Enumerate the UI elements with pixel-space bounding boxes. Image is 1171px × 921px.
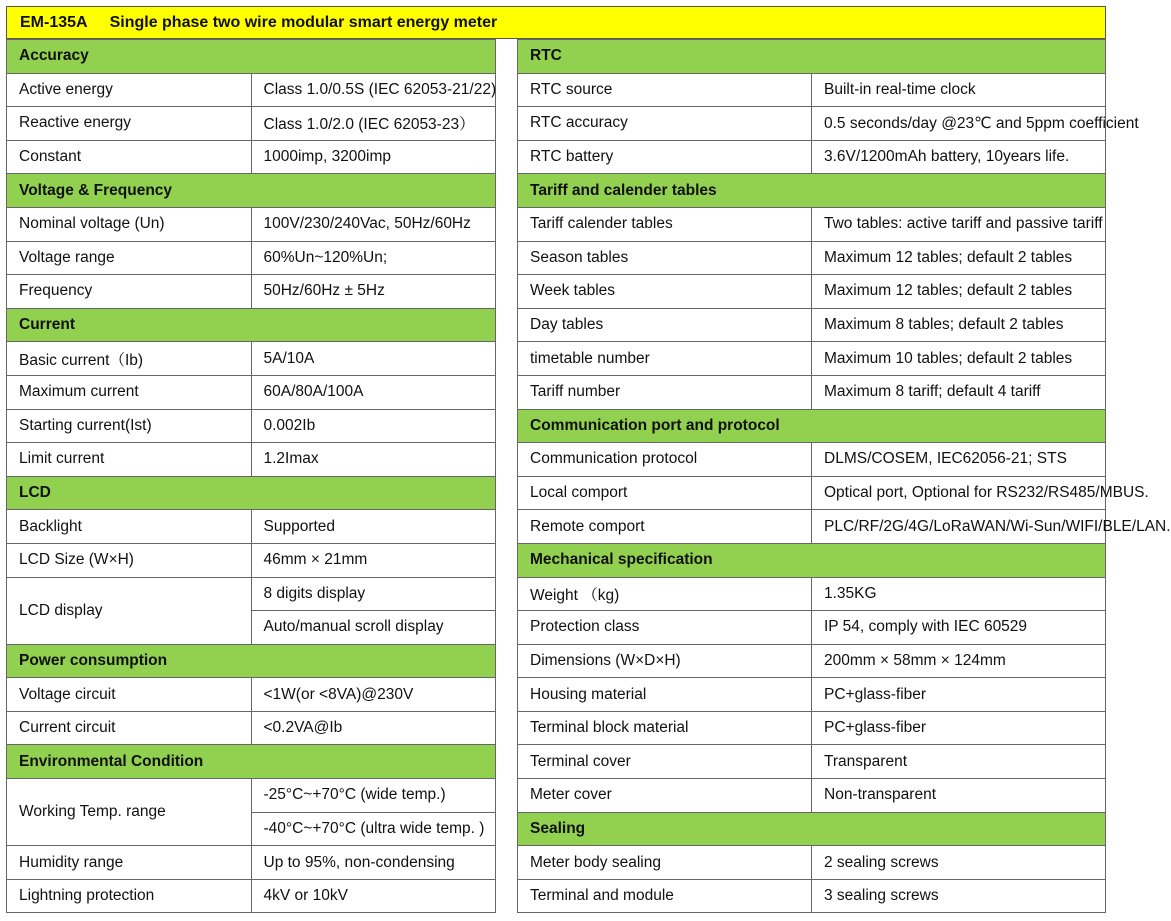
section-header-row: [7, 644, 496, 678]
spec-value: 5A/10A: [251, 342, 496, 376]
spec-row: [7, 107, 496, 141]
left-spec-column: [6, 39, 496, 913]
spec-label: Terminal and module: [518, 879, 812, 913]
spec-label: Day tables: [518, 308, 812, 342]
spec-label: Season tables: [518, 241, 812, 275]
spec-row: [518, 879, 1106, 913]
spec-row: [518, 443, 1106, 477]
spec-value: Two tables: active tariff and passive tariff: [812, 207, 1106, 241]
spec-value: 60A/80A/100A: [251, 375, 496, 409]
section-title: Accuracy: [7, 40, 496, 74]
spec-row: [7, 375, 496, 409]
spec-value: DLMS/COSEM, IEC62056-21; STS: [812, 443, 1106, 477]
spec-row: [7, 241, 496, 275]
spec-row: [518, 476, 1106, 510]
spec-row: [7, 577, 496, 611]
spec-label: RTC battery: [518, 140, 812, 174]
spec-value: Class 1.0/0.5S (IEC 62053-21/22): [251, 73, 496, 107]
section-header-row: [518, 409, 1106, 443]
spec-value: 60%Un~120%Un;: [251, 241, 496, 275]
spec-value: PC+glass-fiber: [812, 678, 1106, 712]
spec-value: PLC/RF/2G/4G/LoRaWAN/Wi-Sun/WIFI/BLE/LAN.: [812, 510, 1106, 544]
spec-row: [7, 678, 496, 712]
spec-label: Tariff calender tables: [518, 207, 812, 241]
spec-value: 4kV or 10kV: [251, 879, 496, 913]
spec-value: 0.5 seconds/day @23℃ and 5ppm coefficient: [812, 107, 1106, 141]
spec-label: Limit current: [7, 443, 252, 477]
spec-row: [518, 745, 1106, 779]
spec-value: Optical port, Optional for RS232/RS485/MBUS.: [812, 476, 1106, 510]
spec-row: [7, 275, 496, 309]
section-header-row: [518, 174, 1106, 208]
section-title: Sealing: [518, 812, 1106, 846]
title-bar: [6, 6, 1106, 39]
section-header-row: [7, 476, 496, 510]
spec-row: [7, 510, 496, 544]
right-spec-table: [517, 39, 1171, 913]
section-title: Mechanical specification: [518, 543, 1106, 577]
spec-label: Dimensions (W×D×H): [518, 644, 812, 678]
spec-label: Frequency: [7, 275, 252, 309]
spec-label: Voltage range: [7, 241, 252, 275]
spec-row: [518, 644, 1106, 678]
section-title: Communication port and protocol: [518, 409, 1106, 443]
spec-label: Humidity range: [7, 846, 252, 880]
spec-label: Basic current（Ib): [7, 342, 252, 376]
spec-value: Auto/manual scroll display: [251, 611, 496, 645]
spec-value: -40°C~+70°C (ultra wide temp. ): [251, 812, 496, 846]
spec-row: [7, 207, 496, 241]
spec-label: Maximum current: [7, 375, 252, 409]
spec-row: [518, 510, 1106, 544]
spec-value: 2 sealing screws: [812, 846, 1106, 880]
spec-row: [518, 107, 1106, 141]
spec-value: Maximum 12 tables; default 2 tables: [812, 275, 1106, 309]
spec-value: Maximum 8 tariff; default 4 tariff: [812, 375, 1106, 409]
spec-label: Remote comport: [518, 510, 812, 544]
spec-row: [518, 308, 1106, 342]
spec-label: Protection class: [518, 611, 812, 645]
spec-label: Local comport: [518, 476, 812, 510]
spec-value: 46mm × 21mm: [251, 543, 496, 577]
spec-value: Built-in real-time clock: [812, 73, 1106, 107]
spec-label: Current circuit: [7, 711, 252, 745]
spec-row: [7, 443, 496, 477]
spec-value: Maximum 12 tables; default 2 tables: [812, 241, 1106, 275]
spec-row: [7, 543, 496, 577]
spec-row: [518, 73, 1106, 107]
spec-label: Starting current(Ist): [7, 409, 252, 443]
spec-label: Nominal voltage (Un): [7, 207, 252, 241]
spec-row: [518, 711, 1106, 745]
section-header-row: [7, 308, 496, 342]
spec-row: [7, 711, 496, 745]
spec-label: Backlight: [7, 510, 252, 544]
section-header-row: [518, 812, 1106, 846]
spec-label: Meter body sealing: [518, 846, 812, 880]
spec-label: Terminal cover: [518, 745, 812, 779]
section-title: Voltage & Frequency: [7, 174, 496, 208]
spec-row: [518, 241, 1106, 275]
spec-value: Non-transparent: [812, 779, 1106, 813]
spec-label: LCD Size (W×H): [7, 543, 252, 577]
spec-value: IP 54, comply with IEC 60529: [812, 611, 1106, 645]
spec-label: Housing material: [518, 678, 812, 712]
product-description: Single phase two wire modular smart energy meter: [109, 14, 498, 31]
spec-sheet: [6, 6, 1171, 914]
spec-row: [518, 140, 1106, 174]
spec-label: RTC accuracy: [518, 107, 812, 141]
spec-label: Constant: [7, 140, 252, 174]
spec-row: [518, 342, 1106, 376]
spec-row: [7, 140, 496, 174]
spec-row: [7, 779, 496, 813]
spec-value: -25°C~+70°C (wide temp.): [251, 779, 496, 813]
spec-row: [518, 577, 1106, 611]
spec-label: Week tables: [518, 275, 812, 309]
spec-value: Up to 95%, non-condensing: [251, 846, 496, 880]
spec-value: Maximum 10 tables; default 2 tables: [812, 342, 1106, 376]
model-number: EM-135A: [20, 14, 88, 31]
spec-label: Voltage circuit: [7, 678, 252, 712]
spec-label: Communication protocol: [518, 443, 812, 477]
spec-label: Terminal block material: [518, 711, 812, 745]
spec-row: [518, 678, 1106, 712]
spec-label: Weight （kg): [518, 577, 812, 611]
spec-row: [7, 879, 496, 913]
spec-label: Reactive energy: [7, 107, 252, 141]
spec-value: Class 1.0/2.0 (IEC 62053-23）: [251, 107, 496, 141]
section-header-row: [518, 543, 1106, 577]
spec-value: PC+glass-fiber: [812, 711, 1106, 745]
spec-row: [518, 375, 1106, 409]
spec-row: [7, 342, 496, 376]
spec-value: 1.35KG: [812, 577, 1106, 611]
right-spec-column: [517, 39, 1171, 913]
spec-row: [518, 207, 1106, 241]
section-title: RTC: [518, 40, 1106, 74]
spec-value: 1.2Imax: [251, 443, 496, 477]
spec-label: Tariff number: [518, 375, 812, 409]
spec-label: RTC source: [518, 73, 812, 107]
spec-label: LCD display: [7, 577, 252, 644]
spec-value: <1W(or <8VA)@230V: [251, 678, 496, 712]
spec-value: 200mm × 58mm × 124mm: [812, 644, 1106, 678]
section-header-row: [7, 745, 496, 779]
spec-value: 8 digits display: [251, 577, 496, 611]
spec-value: Supported: [251, 510, 496, 544]
column-gap: [496, 39, 517, 914]
spec-value: 3.6V/1200mAh battery, 10years life.: [812, 140, 1106, 174]
spec-value: <0.2VA@Ib: [251, 711, 496, 745]
section-title: Power consumption: [7, 644, 496, 678]
spec-value: 3 sealing screws: [812, 879, 1106, 913]
spec-label: Working Temp. range: [7, 779, 252, 846]
section-header-row: [7, 174, 496, 208]
spec-value: Maximum 8 tables; default 2 tables: [812, 308, 1106, 342]
spec-value: Transparent: [812, 745, 1106, 779]
spec-value: 100V/230/240Vac, 50Hz/60Hz: [251, 207, 496, 241]
spec-label: timetable number: [518, 342, 812, 376]
spec-label: Active energy: [7, 73, 252, 107]
spec-row: [7, 409, 496, 443]
spec-label: Lightning protection: [7, 879, 252, 913]
spec-row: [518, 846, 1106, 880]
left-spec-table: [6, 39, 496, 913]
section-title: Current: [7, 308, 496, 342]
spec-label: Meter cover: [518, 779, 812, 813]
section-title: Tariff and calender tables: [518, 174, 1106, 208]
spec-row: [518, 611, 1106, 645]
spec-row: [518, 275, 1106, 309]
spec-value: 1000imp, 3200imp: [251, 140, 496, 174]
spec-row: [7, 846, 496, 880]
spec-value: 0.002Ib: [251, 409, 496, 443]
section-title: Environmental Condition: [7, 745, 496, 779]
section-header-row: [7, 40, 496, 74]
section-title: LCD: [7, 476, 496, 510]
spec-value: 50Hz/60Hz ± 5Hz: [251, 275, 496, 309]
spec-row: [7, 73, 496, 107]
spec-row: [518, 779, 1106, 813]
section-header-row: [518, 40, 1106, 74]
